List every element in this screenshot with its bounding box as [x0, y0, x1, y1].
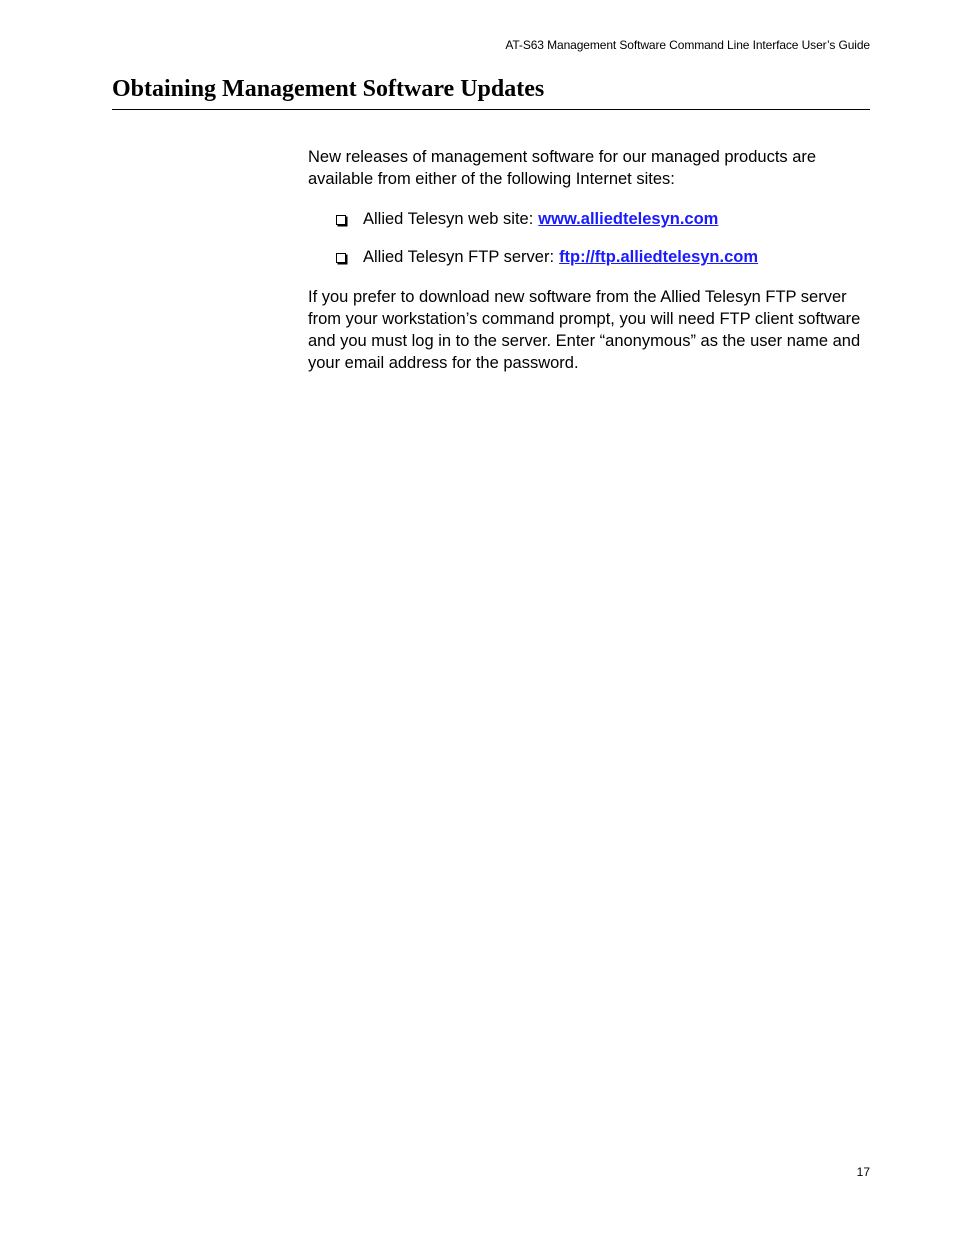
section-title: Obtaining Management Software Updates [112, 76, 545, 102]
web-site-link[interactable]: www.alliedtelesyn.com [538, 210, 719, 228]
list-item-web-site [336, 208, 758, 230]
list-item-ftp-server [336, 246, 758, 268]
ftp-server-label: Allied Telesyn FTP server: [363, 248, 555, 266]
ftp-download-paragraph: If you prefer to download new software from the Allied Telesyn FTP server from your workstation’s command prompt, you will need FTP client software and you must log in to the server. Enter “anonymous” as the user name and your email address for the password. [308, 288, 861, 372]
page-number: 17 [856, 1165, 870, 1179]
ftp-server-link[interactable]: ftp://ftp.alliedtelesyn.com [559, 248, 759, 266]
checkbox-icon [336, 215, 346, 225]
checkbox-icon [336, 253, 346, 263]
running-header: AT-S63 Management Software Command Line Interface User’s Guide [505, 38, 870, 52]
intro-paragraph: New releases of management software for our managed products are available from either of the following Internet sites: [308, 148, 817, 188]
web-site-label: Allied Telesyn web site: [363, 210, 534, 228]
update-sites-list [336, 208, 758, 284]
title-divider [112, 109, 870, 110]
